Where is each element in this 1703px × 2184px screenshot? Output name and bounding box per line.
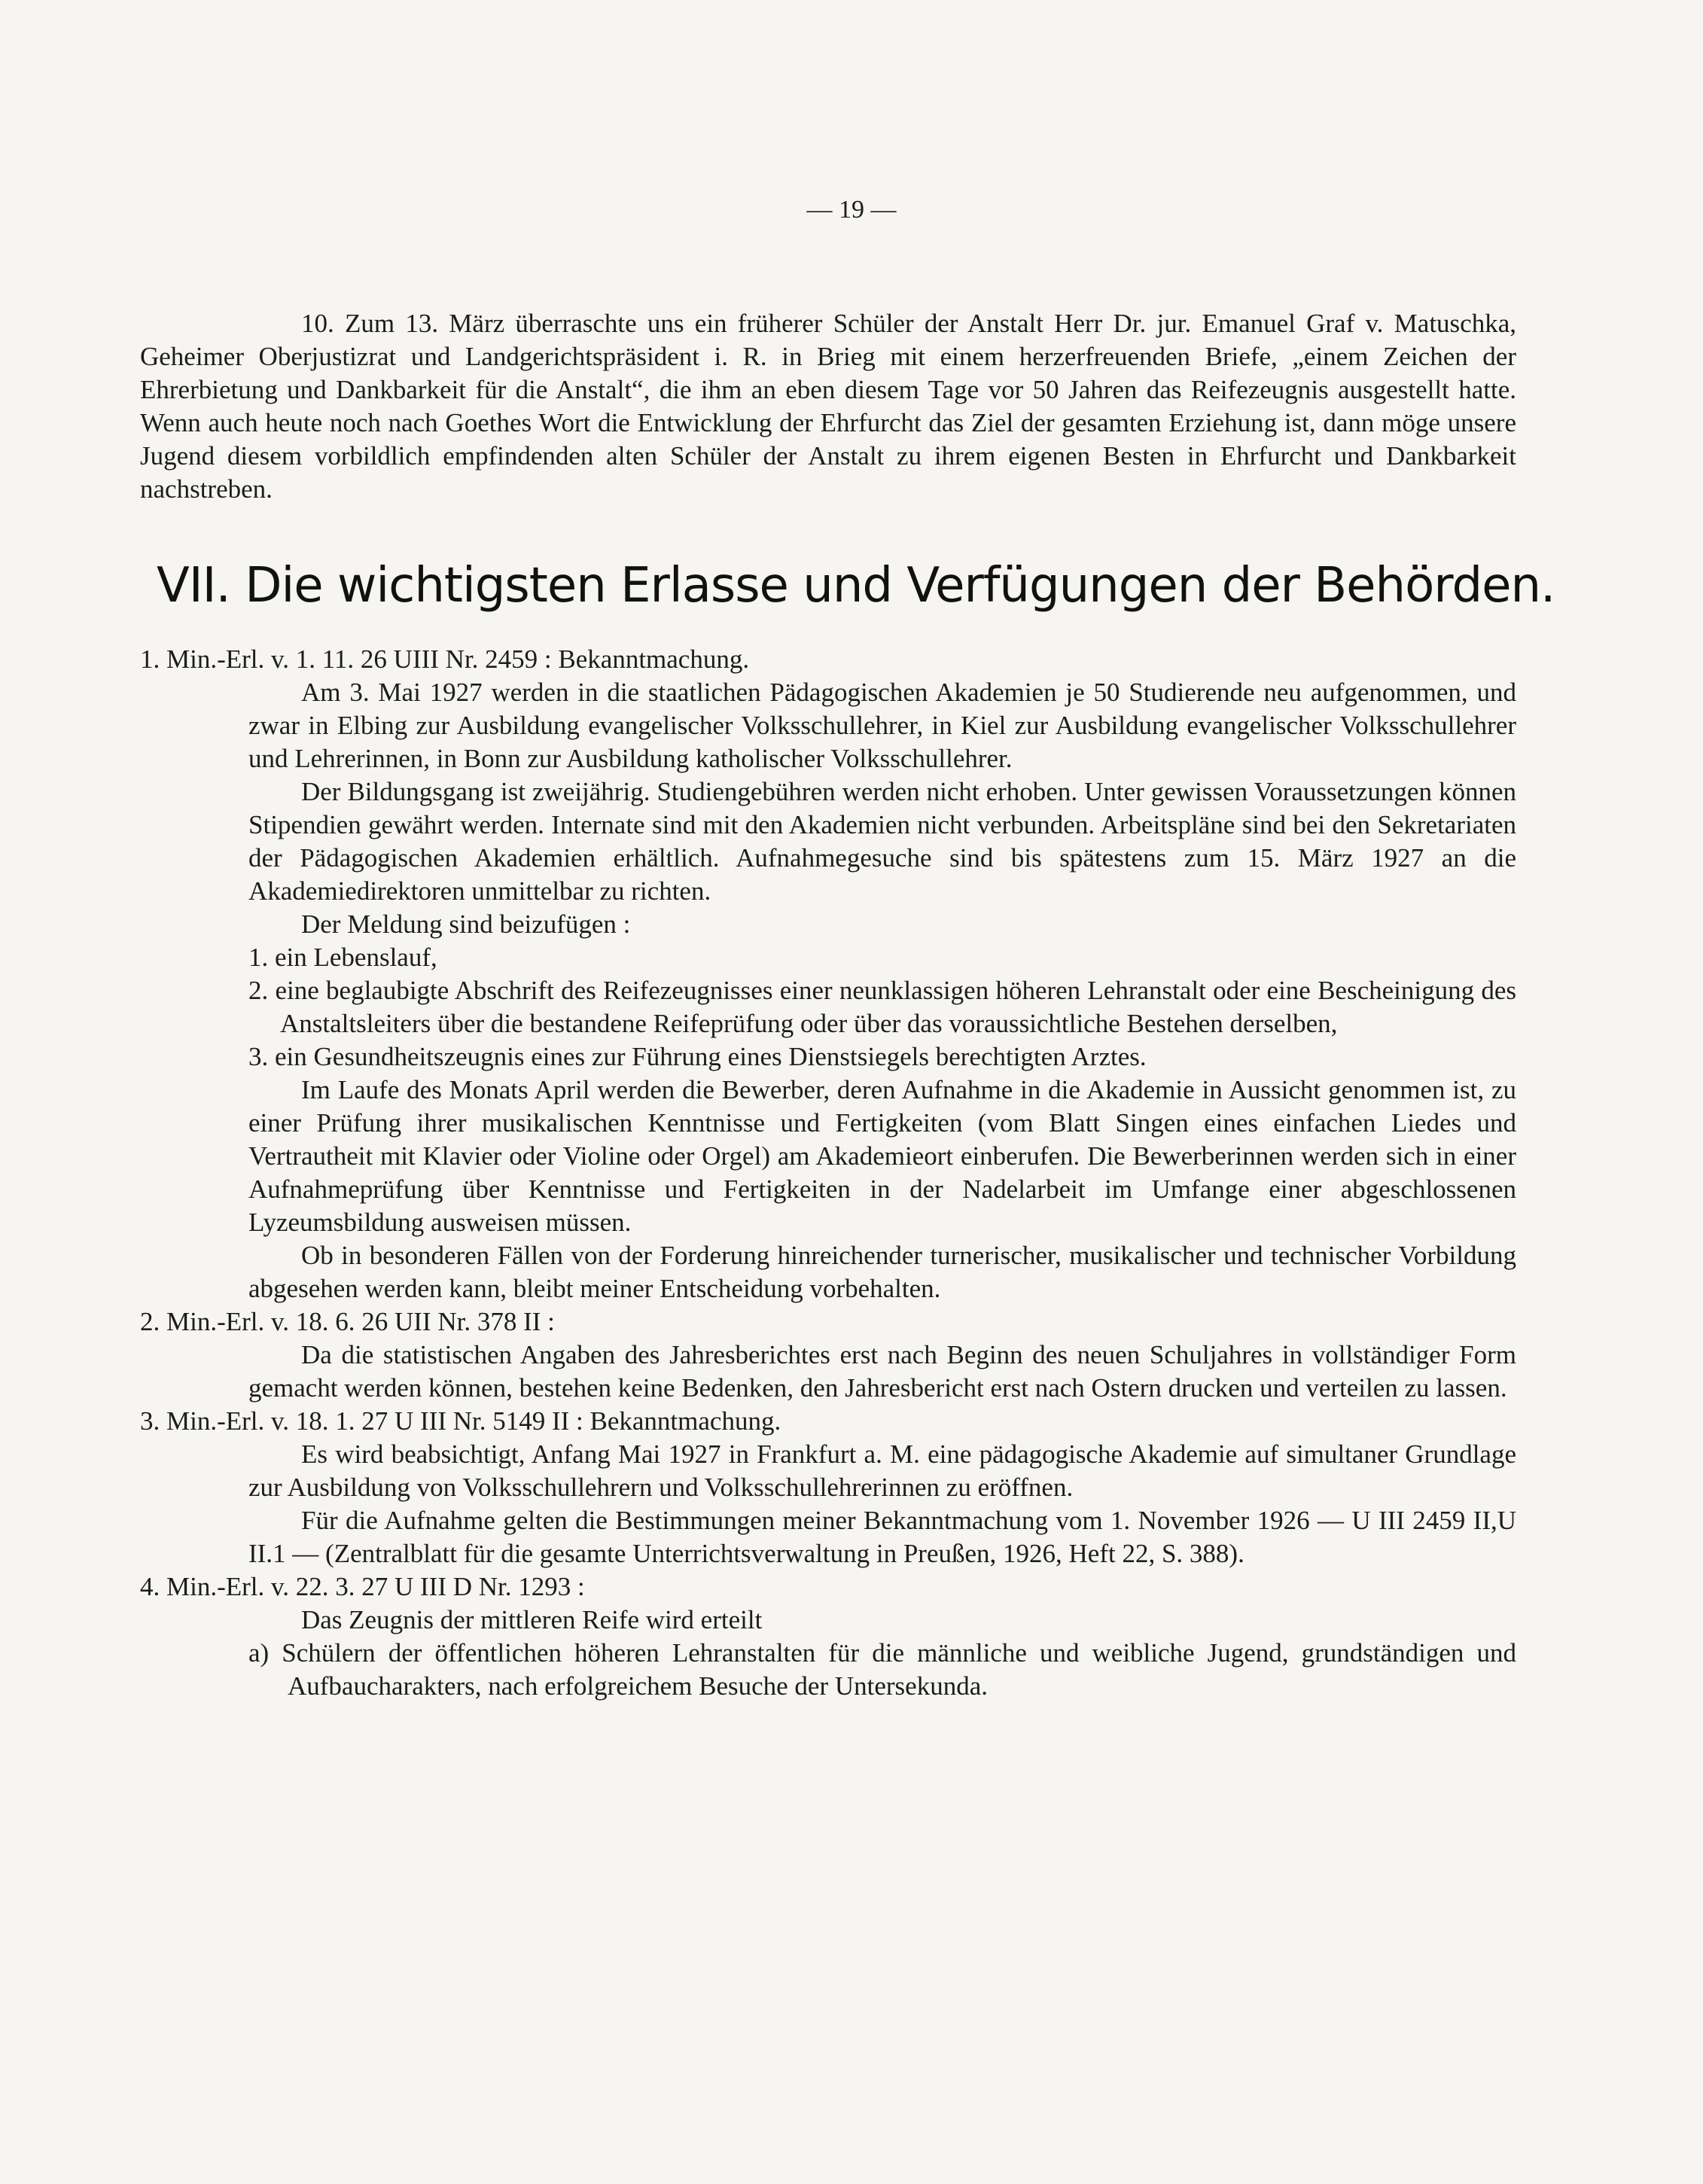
decree-1-list-item-1: 1. ein Lebenslauf,	[248, 943, 437, 972]
decree-1-paragraph-3: Der Meldung sind beizufügen :	[301, 909, 631, 939]
decree-3-header: 3. Min.-Erl. v. 18. 1. 27 U III Nr. 5149 II : Bekanntmachung.	[140, 1406, 781, 1436]
page-content	[140, 307, 1555, 1703]
decree-3-paragraph-2: Für die Aufnahme gelten die Bestimmungen meiner Bekanntmachung vom 1. November 1926 — U III 2459 II,U II.1 — (Zentralblatt für die gesamte Unterrichtsverwaltung in Preußen, 1926, Heft 22, S. 388).	[248, 1506, 1516, 1568]
decree-entry-2	[140, 1305, 1516, 1405]
decree-1-list-item-3: 3. ein Gesundheitszeugnis eines zur Führung eines Dienstsiegels berechtigten Arztes.	[248, 1042, 1147, 1071]
decree-4-paragraph-1: Das Zeugnis der mittleren Reife wird erteilt	[301, 1605, 763, 1634]
decree-4-option-a: a) Schülern der öffentlichen höheren Lehranstalten für die männliche und weibliche Jugend, grundständigen und Aufbaucharakters, nach erfolgreichem Besuche der Untersekunda.	[248, 1638, 1516, 1701]
decree-1-paragraph-2: Der Bildungsgang ist zweijährig. Studiengebühren werden nicht erhoben. Unter gewissen Voraussetzungen können Stipendien gewährt werden. Internate sind mit den Akademien nicht verbunden. Arbeitspläne sind bei den Sekretariaten der Pädagogischen Akademien erhältlich. Aufnahmegesuche sind bis spätestens zum 15. März 1927 an die Akademiedirektoren unmittelbar zu richten.	[248, 777, 1516, 906]
page-number: — 19 —	[806, 196, 897, 224]
decree-2-paragraph-1: Da die statistischen Angaben des Jahresberichtes erst nach Beginn des neuen Schuljahres in vollständiger Form gemacht werden können, bestehen keine Bedenken, den Jahresbericht erst nach Ostern drucken und verteilen zu lassen.	[248, 1340, 1516, 1403]
decree-2-header: 2. Min.-Erl. v. 18. 6. 26 UII Nr. 378 II :	[140, 1307, 555, 1336]
intro-paragraph: 10. Zum 13. März überraschte uns ein früherer Schüler der Anstalt Herr Dr. jur. Emanuel Graf v. Matuschka, Geheimer Oberjustizrat und Landgerichtspräsident i. R. in Brieg mit einem herzerfreuenden Briefe, „einem Zeichen der Ehrerbietung und Dankbarkeit für die Anstalt“, die ihm an eben diesem Tage vor 50 Jahren das Reifezeugnis ausgestellt hatte. Wenn auch heute noch nach Goethes Wort die Entwicklung der Ehrfurcht das Ziel der gesamten Erziehung ist, dann möge unsere Jugend diesem vorbildlich empfindenden alten Schüler der Anstalt zu ihrem eigenen Besten in Ehrfurcht und Dankbarkeit nachstreben.	[140, 309, 1516, 504]
decree-1-header: 1. Min.-Erl. v. 1. 11. 26 UIII Nr. 2459 : Bekanntmachung.	[140, 644, 750, 674]
decree-3-paragraph-1: Es wird beabsichtigt, Anfang Mai 1927 in Frankfurt a. M. eine pädagogische Akademie auf simultaner Grundlage zur Ausbildung von Volksschullehrern und Volksschullehrerinnen zu eröffnen.	[248, 1439, 1516, 1502]
decree-1-paragraph-4: Im Laufe des Monats April werden die Bewerber, deren Aufnahme in die Akademie in Aussicht genommen ist, zu einer Prüfung ihrer musikalischen Kenntnisse und Fertigkeiten (vom Blatt Singen eines einfachen Liedes und Vertrautheit mit Klavier oder Violine oder Orgel) am Akademieort einberufen. Die Bewerberinnen werden sich in einer Aufnahmeprüfung über Kenntnisse und Fertigkeiten in der Nadelarbeit im Umfange einer abgeschlossenen Lyzeumsbildung ausweisen müssen.	[248, 1075, 1516, 1237]
decree-1-list-item-2: 2. eine beglaubigte Abschrift des Reifezeugnisses einer neunklassigen höheren Lehranstalt oder eine Bescheinigung des Anstaltsleiters über die bestandene Reifeprüfung oder über das voraussichtliche Bestehen derselben,	[248, 976, 1516, 1038]
decree-entry-1	[140, 643, 1516, 1305]
decree-4-header: 4. Min.-Erl. v. 22. 3. 27 U III D Nr. 1293 :	[140, 1572, 585, 1601]
decree-1-paragraph-1: Am 3. Mai 1927 werden in die staatlichen Pädagogischen Akademien je 50 Studierende neu aufgenommen, und zwar in Elbing zur Ausbildung evangelischer Volksschullehrer, in Kiel zur Ausbildung evangelischer Volksschullehrer und Lehrerinnen, in Bonn zur Ausbildung katholischer Volksschullehrer.	[248, 678, 1516, 773]
section-heading: VII. Die wichtigsten Erlasse und Verfügungen der Behörden.	[157, 558, 1555, 614]
decree-entry-4	[140, 1570, 1516, 1703]
decree-entry-3	[140, 1405, 1516, 1570]
decree-1-paragraph-5: Ob in besonderen Fällen von der Forderung hinreichender turnerischer, musikalischer und technischer Vorbildung abgesehen werden kann, bleibt meiner Entscheidung vorbehalten.	[248, 1241, 1516, 1303]
